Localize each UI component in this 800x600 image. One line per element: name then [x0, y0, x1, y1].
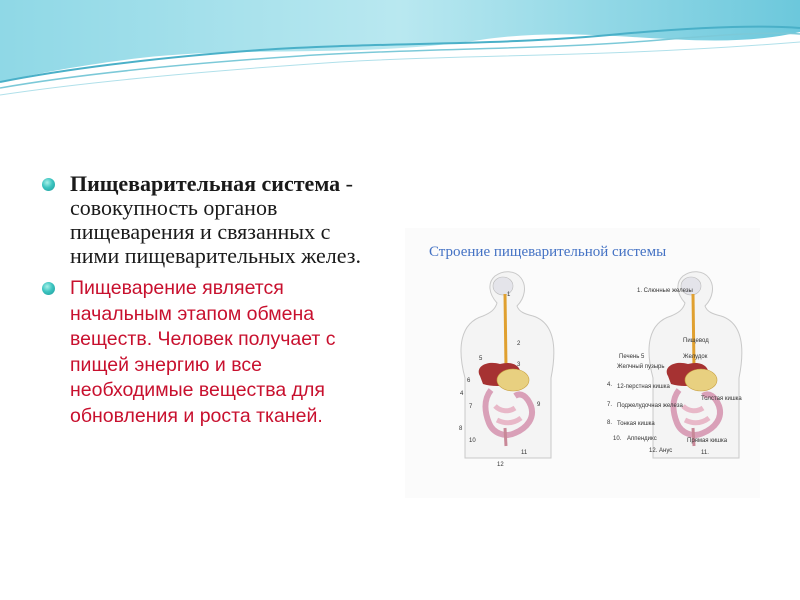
label-liver: Печень 5	[619, 354, 645, 360]
figure-title: Строение пищеварительной системы	[429, 244, 667, 260]
label-11: 11.	[701, 450, 709, 456]
label-rectum: Прямая кишка	[687, 438, 728, 444]
header-wave-decoration	[0, 0, 800, 130]
label-2: 2	[517, 341, 521, 347]
bullet-list	[40, 172, 380, 429]
term-bold: Пищеварительная система	[70, 171, 341, 196]
label-pancreas: Поджелудочная железа	[617, 403, 683, 409]
bullet-marker-icon	[42, 282, 55, 295]
bullet-digestion	[40, 276, 380, 429]
label-10: 10	[469, 438, 476, 444]
bullet-definition	[40, 172, 380, 268]
label-11: 11	[521, 450, 528, 456]
term-definition: - совокупность органов пищеварения и связанных с ними пищеварительных желез.	[70, 171, 361, 268]
label-8: 8	[459, 426, 463, 432]
label-anus: 12. Анус	[649, 448, 673, 454]
label-8: 8.	[607, 420, 613, 426]
left-body-diagram	[461, 272, 554, 458]
digestive-system-figure	[405, 228, 760, 498]
label-gallbladder: Желчный пузырь	[617, 364, 665, 370]
label-esophagus: Пищевод	[683, 338, 709, 344]
label-large-intestine: Толстая кишка	[701, 396, 742, 402]
label-stomach: Желудок	[683, 354, 708, 360]
label-1: 1	[507, 292, 511, 298]
label-5: 5	[479, 356, 483, 362]
label-7: 7.	[607, 402, 613, 408]
label-appendix: Аппендикс	[627, 436, 657, 442]
label-4: 4	[460, 391, 464, 397]
label-6: 6	[467, 378, 471, 384]
label-salivary-glands: 1. Слюнные железы	[637, 288, 693, 294]
bullet-marker-icon	[42, 178, 55, 191]
anatomy-illustration	[405, 228, 760, 498]
label-12: 12	[497, 462, 504, 468]
label-9: 9	[537, 402, 541, 408]
label-7: 7	[469, 404, 473, 410]
digestion-text: Пищеварение является начальным этапом обмена веществ. Человек получает с пищей энергию и все необходимые вещества для обновления и роста тканей.	[70, 277, 336, 427]
label-10: 10.	[613, 436, 622, 442]
label-duodenum: 12-перстная кишка	[617, 384, 670, 390]
label-3: 3	[517, 362, 521, 368]
label-4: 4.	[607, 382, 613, 388]
label-small-intestine: Тонкая кишка	[617, 421, 655, 427]
